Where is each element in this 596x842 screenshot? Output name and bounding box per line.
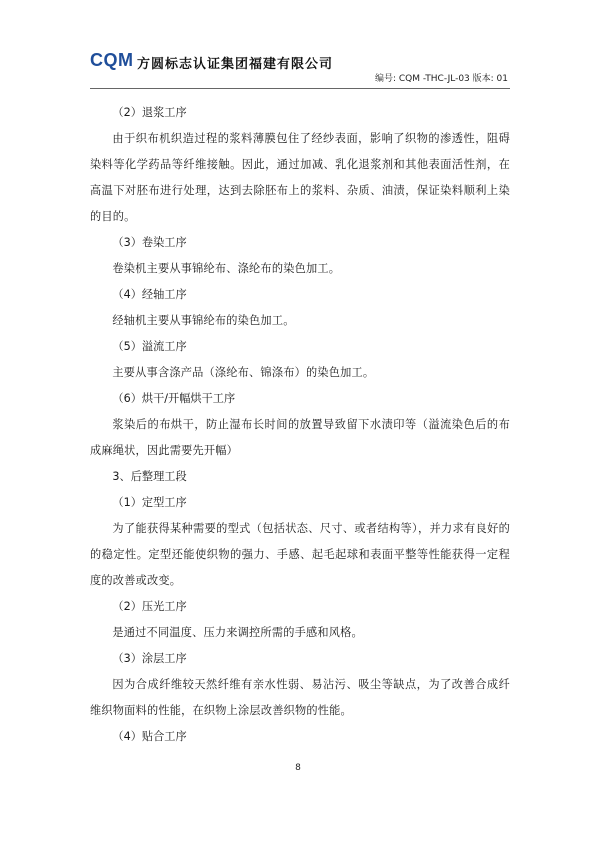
paragraph-setting: 为了能获得某种需要的型式（包括状态、尺寸、或者结构等），并力求有良好的的稳定性。定型还能使织物的强力、手感、起毛起球和表面平整等性能获得一定程度的改善或改变。 xyxy=(90,522,510,587)
heading-calendering: （2）压光工序 xyxy=(112,600,187,613)
heading-overflow: （5）溢流工序 xyxy=(112,340,187,353)
section-finishing: 3、后整理工段 xyxy=(112,470,187,483)
heading-jig-dyeing: （3）卷染工序 xyxy=(112,236,187,249)
paragraph-calendering: 是通过不同温度、压力来调控所需的手感和风格。 xyxy=(112,626,363,639)
paragraph-desizing: 由于织布机织造过程的浆料薄膜包住了经纱表面，影响了织物的渗透性，阻碍染料等化学药品等纤维接触。因此，通过加减、乳化退浆剂和其他表面活性剂，在高温下对胚布进行处理，达到去除胚布上的浆料、杂质、油渍，保证染料顺利上染的目的。 xyxy=(90,132,510,223)
paragraph-coating: 因为合成纤维较天然纤维有亲水性弱、易沾污、吸尘等缺点，为了改善合成纤维织物面料的性能，在织物上涂层改善织物的性能。 xyxy=(90,678,510,717)
cqm-logo: CQM xyxy=(90,50,134,70)
heading-beam: （4）经轴工序 xyxy=(112,288,187,301)
page-number: 8 xyxy=(295,763,301,773)
paragraph-beam: 经轴机主要从事锦纶布的染色加工。 xyxy=(112,314,295,327)
document-body xyxy=(90,100,510,750)
heading-laminating: （4）贴合工序 xyxy=(112,730,187,743)
paragraph-jig-dyeing: 卷染机主要从事锦纶布、涤纶布的染色加工。 xyxy=(112,262,341,275)
paragraph-overflow: 主要从事含涤产品（涤纶布、锦涤布）的染色加工。 xyxy=(112,366,375,379)
company-name: 方圆标志认证集团福建有限公司 xyxy=(137,57,334,72)
document-number: 编号: CQM -THC-JL-03 版本: 01 xyxy=(374,74,508,84)
heading-desizing: （2）退浆工序 xyxy=(112,106,187,119)
header-divider xyxy=(90,88,510,89)
page-header xyxy=(90,38,510,88)
heading-setting: （1）定型工序 xyxy=(112,496,187,509)
paragraph-drying: 浆染后的布烘干，防止湿布长时间的放置导致留下水渍印等（溢流染色后的布成麻绳状，因此需要先开幅） xyxy=(90,418,510,457)
heading-drying: （6）烘干/开幅烘干工序 xyxy=(112,392,236,405)
heading-coating: （3）涂层工序 xyxy=(112,652,187,665)
